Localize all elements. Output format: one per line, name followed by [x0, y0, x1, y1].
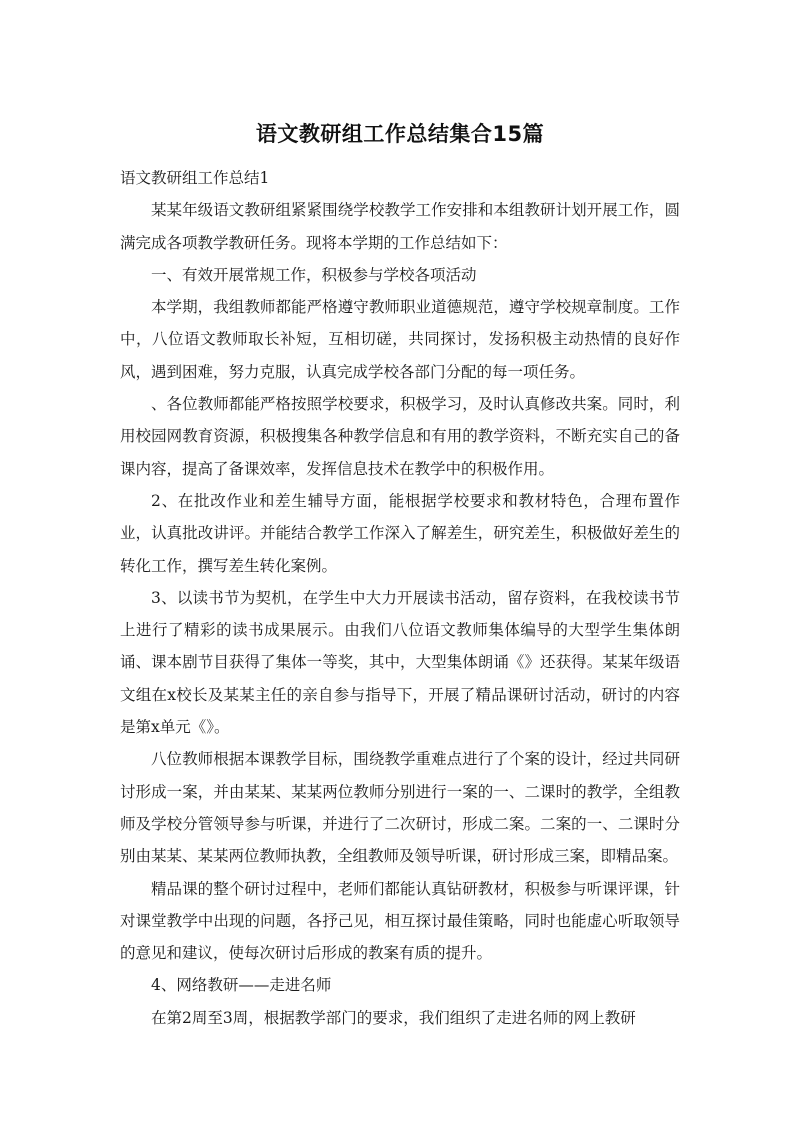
paragraph: 本学期，我组教师都能严格遵守教师职业道德规范，遵守学校规章制度。工作中，八位语文教师取长补短，互相切磋，共同探讨，发扬积极主动热情的良好作风，遇到困难，努力克服，认真完成学校各部门分配的每一项任务。: [120, 298, 680, 381]
paragraph: 精品课的整个研讨过程中，老师们都能认真钻研教材，积极参与听课评课，针对课堂教学中出现的问题，各抒己见，相互探讨最佳策略，同时也能虚心听取领导的意见和建议，使每次研讨后形成的教案有质的提升。: [120, 879, 680, 963]
section-heading: 4、网络教研——走进名师: [151, 976, 332, 995]
section-heading: 语文教研组工作总结1: [120, 169, 270, 187]
paragraph: 3、以读书节为契机，在学生中大力开展读书活动，留存资料，在我校读书节上进行了精彩的读书成果展示。由我们八位语文教师集体编导的大型学生集体朗诵、课本剧节目获得了集体一等奖，其中，大型集体朗诵《》还获得。某某年级语文组在x校长及某某主任的亲自参与指导下，开展了精品课研讨活动，研讨的内容是第x单元《》。: [120, 588, 680, 737]
section-heading: 一、有效开展常规工作，积极参与学校各项活动: [151, 265, 477, 284]
paragraph: 在第2周至3周，根据教学部门的要求，我们组织了走进名师的网上教研: [151, 1008, 636, 1027]
paragraph: 某某年级语文教研组紧紧围绕学校教学工作安排和本组教研计划开展工作，圆满完成各项教学教研任务。现将本学期的工作总结如下：: [120, 201, 680, 252]
document-body: [120, 162, 680, 1034]
paragraph: 八位教师根据本课教学目标，围绕教学重难点进行了个案的设计，经过共同研讨形成一案，并由某某、某某两位教师分别进行一案的一、二课时的教学，全组教师及学校分管领导参与听课，并进行了二次研讨，形成二案。二案的一、二课时分别由某某、某某两位教师执教，全组教师及领导听课，研讨形成三案，即精品案。: [120, 750, 680, 866]
paragraph: 、各位教师都能严格按照学校要求，积极学习，及时认真修改共案。同时，利用校园网教育资源，积极搜集各种教学信息和有用的教学资料，不断充实自己的备课内容，提高了备课效率，发挥信息技术在教学中的积极作用。: [120, 395, 680, 478]
document-title: 语文教研组工作总结集合15篇: [255, 122, 545, 146]
paragraph: 2、在批改作业和差生辅导方面，能根据学校要求和教材特色，合理布置作业，认真批改讲评。并能结合教学工作深入了解差生，研究差生，积极做好差生的转化工作，撰写差生转化案例。: [120, 491, 680, 575]
